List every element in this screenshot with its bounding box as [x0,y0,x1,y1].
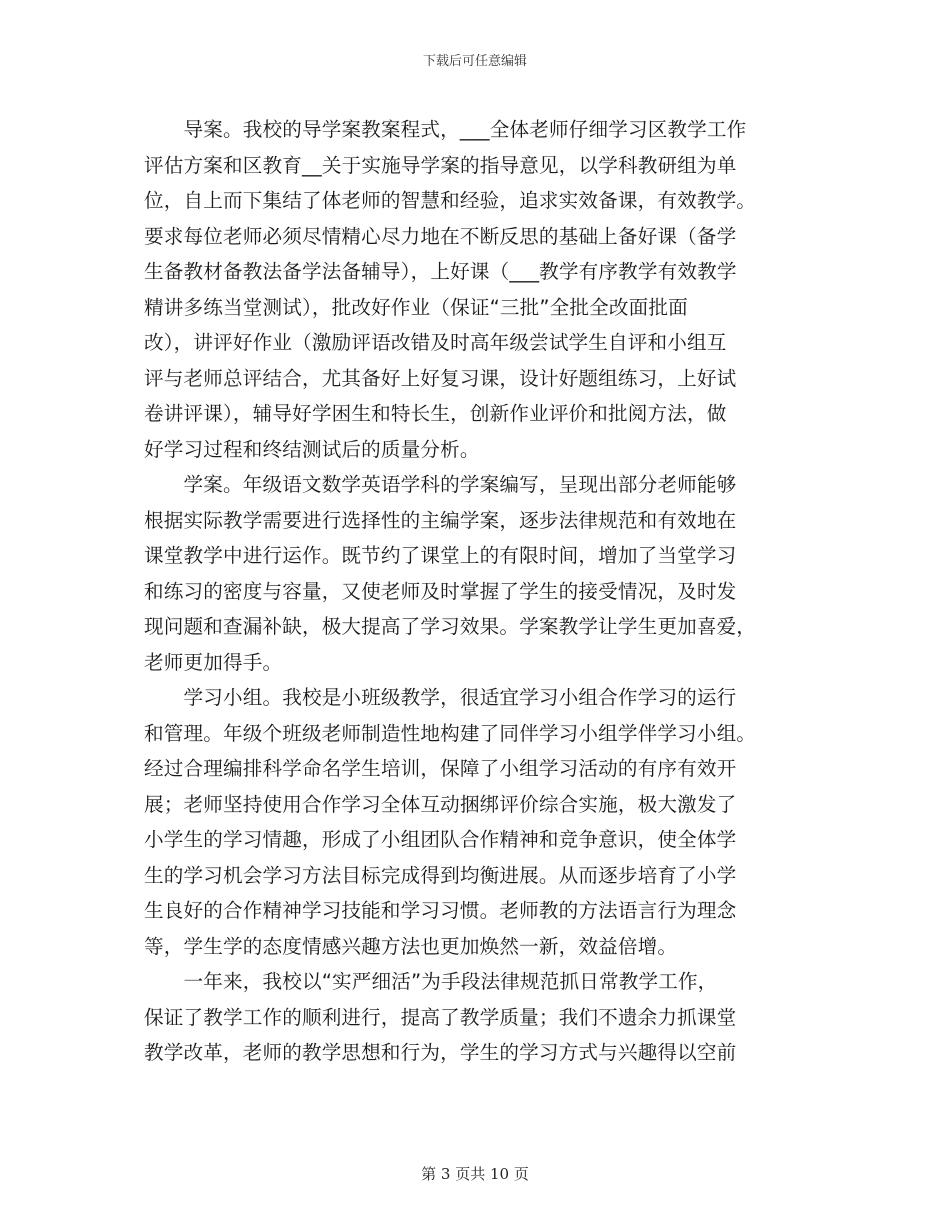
text-line: 经过合理编排科学命名学生培训，保障了小组学习活动的有序有效开 [144,757,737,780]
text-line: 要求每位老师必须尽情精心尽力地在不断反思的基础上备好课（备学 [144,224,737,248]
text-line: 展；老师坚持使用合作学习全体互动捆绑评价综合实施，极大激发了 [144,792,737,816]
text-line: 导案。我校的导学案教案程式，___全体老师仔细学习区教学工作 [144,118,747,141]
text-line: 好学习过程和终结测试后的质量分析。 [144,437,480,461]
text-line: 老师更加得手。 [144,650,283,674]
text-line: 课堂教学中进行运作。既节约了课堂上的有限时间，增加了当堂学习 [144,544,737,567]
text-line: 生良好的合作精神学习技能和学习习惯。老师教的方法语言行为理念 [144,899,737,922]
text-line: 学案。年级语文数学英语学科的学案编写，呈现出部分老师能够 [144,473,737,496]
text-line: 生备教材备教法备学法备辅导），上好课（___教学有序教学有效教学 [144,260,737,283]
text-line: 精讲多练当堂测试），批改好作业（保证“三批”全批全改面批面 [144,295,688,319]
text-line: 位，自上而下集结了体老师的智慧和经验，追求实效备课，有效教学。 [144,189,757,212]
text-line: 卷讲评课），辅导好学困生和特长生，创新作业评价和批阅方法，做 [144,402,727,425]
text-line: 保证了教学工作的顺利进行，提高了教学质量；我们不遗余力抓课堂 [144,1005,737,1029]
text-line: 和练习的密度与容量，又使老师及时掌握了学生的接受情况，及时发 [144,579,737,603]
text-line: 和管理。年级个班级老师制造性地构建了同伴学习小组学伴学习小组。 [144,721,757,745]
text-line: 评与老师总评结合，尤其备好上好复习课，设计好题组练习，上好试 [144,366,737,390]
text-line: 一年来，我校以“实严细活”为手段法律规范抓日常教学工作， [144,970,718,993]
text-line: 小学生的学习情趣，形成了小组团队合作精神和竞争意识，使全体学 [144,828,737,851]
text-line: 生的学习机会学习方法目标完成得到均衡进展。从而逐步培育了小学 [144,863,737,887]
text-line: 改），讲评好作业（激励评语改错及时高年级尝试学生自评和小组互 [144,331,727,354]
text-line: 等，学生学的态度情感兴趣方法也更加焕然一新，效益倍增。 [144,934,678,958]
text-line: 现问题和查漏补缺，极大提高了学习效果。学案教学让学生更加喜爱， [144,615,757,638]
text-line: 评估方案和区教育__关于实施导学案的指导意见，以学科教研组为单 [144,153,737,177]
page-footer: 第 3 页共 10 页 [421,1165,529,1183]
text-line: 教学改革，老师的教学思想和行为，学生的学习方式与兴趣得以空前 [144,1041,737,1064]
text-line: 根据实际教学需要进行选择性的主编学案，逐步法律规范和有效地在 [144,508,737,532]
text-line: 学习小组。我校是小班级教学，很适宜学习小组合作学习的运行 [144,686,737,709]
document-body [144,112,808,1071]
page-header: 下载后可任意编辑 [422,54,527,69]
